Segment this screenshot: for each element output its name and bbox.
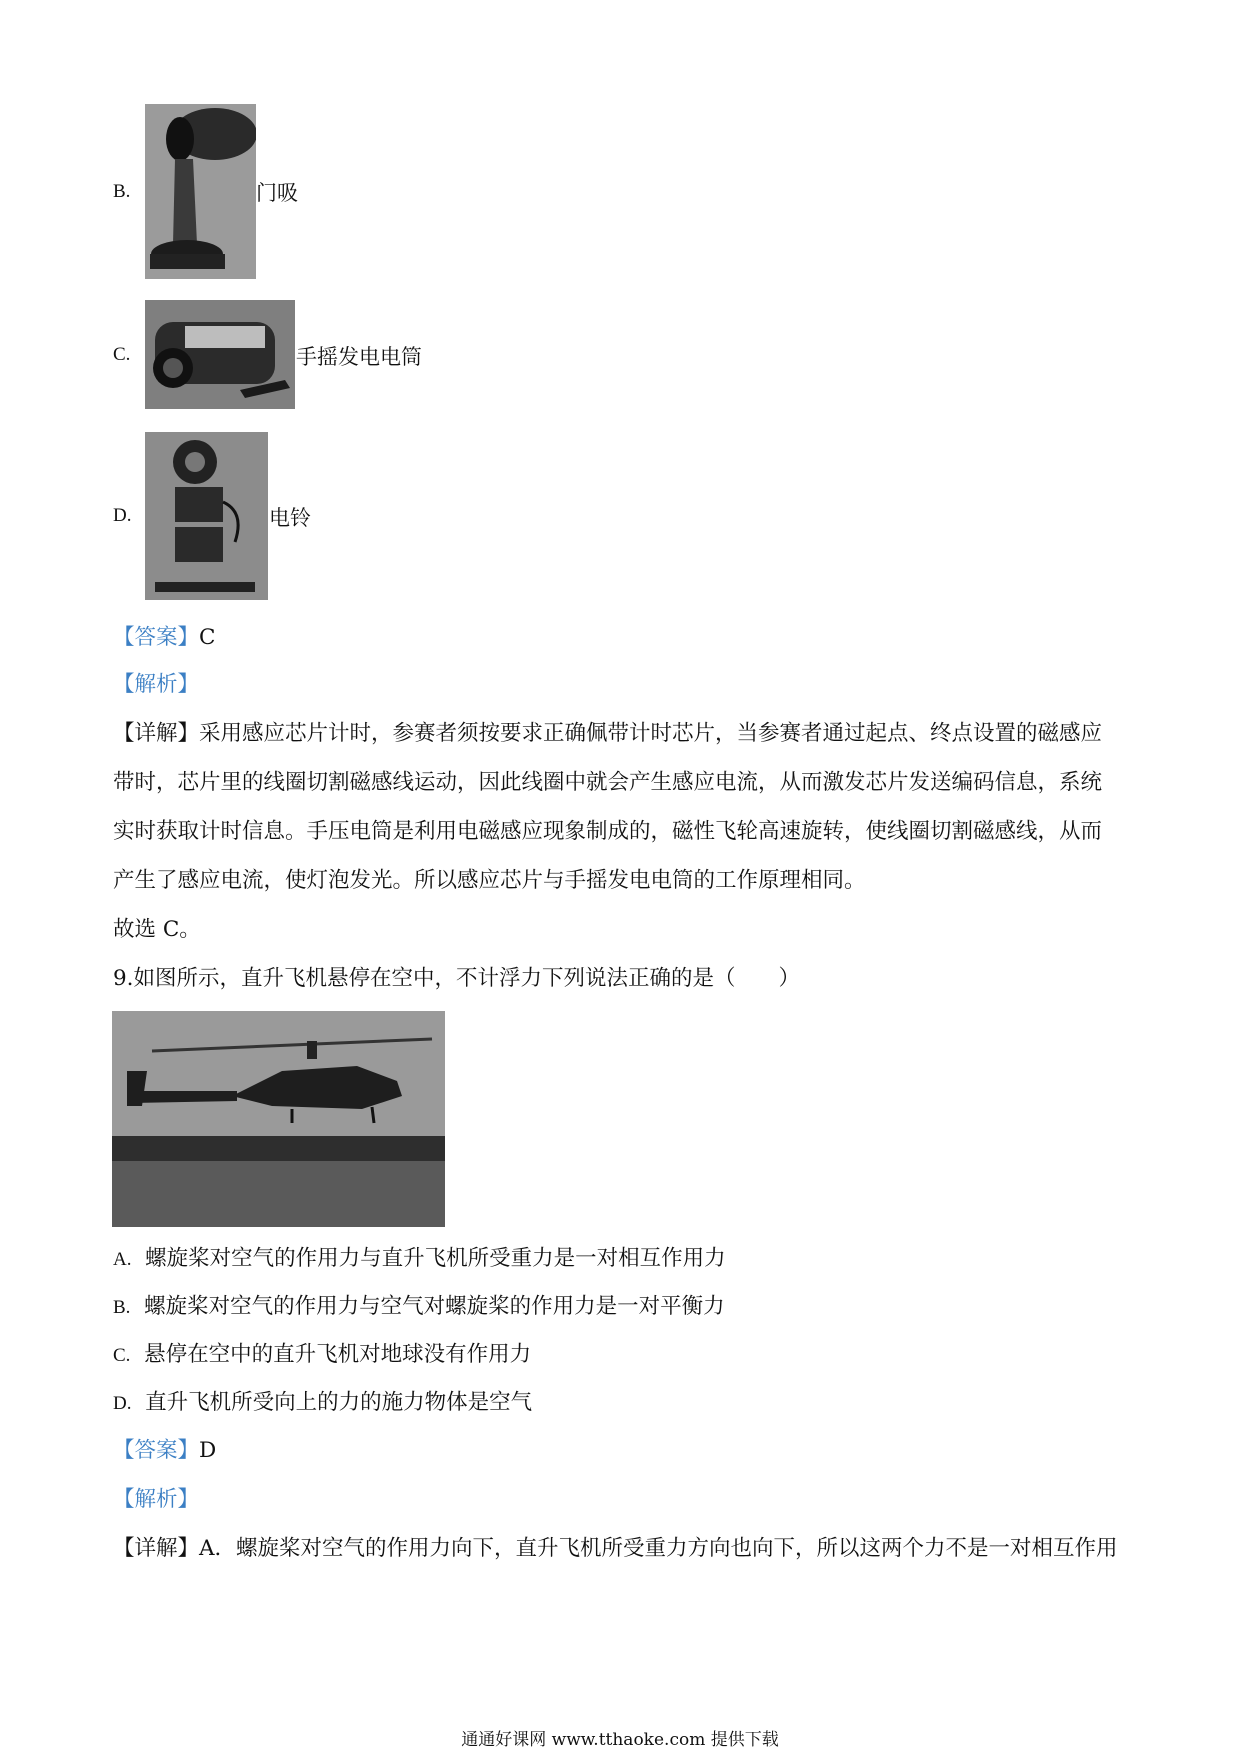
option-letter: B. [113,1297,131,1318]
q8-answer [113,623,215,653]
answer-tag: 【答案】 [113,1438,200,1463]
q9-option-d [113,1388,532,1419]
q8-detail-line-3: 实时获取计时信息。手压电筒是利用电磁感应现象制成的，磁性飞轮高速旋转，使线圈切割磁感线，从而 [113,819,1103,844]
option-d-label: D. [113,505,132,526]
option-b-caption: 门吸 [256,181,298,205]
option-text: 直升飞机所受向上的力的施力物体是空气 [145,1390,533,1415]
option-text: 螺旋桨对空气的作用力与直升飞机所受重力是一对相互作用力 [145,1246,726,1271]
q8-analysis-tag: 【解析】 [113,672,200,697]
detail-tag: 【详解】 [113,721,200,746]
answer-value: D [199,1438,217,1463]
q9-detail-line-1 [113,1534,1118,1564]
q8-detail-line-1 [113,719,1102,749]
option-c-label: C. [113,344,131,365]
option-text: 螺旋桨对空气的作用力与空气对螺旋桨的作用力是一对平衡力 [144,1294,725,1319]
q8-detail-line-2: 带时，芯片里的线圈切割磁感线运动，因此线圈中就会产生感应电流，从而激发芯片发送编码信息，系统 [113,770,1103,795]
detail-text: A．螺旋桨对空气的作用力向下，直升飞机所受重力方向也向下，所以这两个力不是一对相互作用 [199,1536,1118,1561]
helicopter-image [112,1011,445,1227]
q9-analysis-tag: 【解析】 [113,1487,200,1512]
q9-option-a [113,1244,726,1275]
answer-value: C [199,625,216,650]
q9-stem: 9.如图所示，直升飞机悬停在空中，不计浮力下列说法正确的是（ ） [113,966,801,991]
option-b-label: B. [113,181,131,202]
q9-answer [113,1436,216,1466]
option-letter: C. [113,1345,131,1366]
q9-option-c [113,1340,531,1371]
detail-tag: 【详解】 [113,1536,200,1561]
detail-text: 采用感应芯片计时，参赛者须按要求正确佩带计时芯片，当参赛者通过起点、终点设置的磁感应 [199,721,1103,746]
door-stopper-image [145,104,256,279]
q9-option-b [113,1292,725,1323]
electric-bell-image [145,432,268,600]
option-text: 悬停在空中的直升飞机对地球没有作用力 [144,1342,532,1367]
option-d-caption: 电铃 [269,506,311,530]
hand-crank-flashlight-image [145,300,295,409]
option-letter: D. [113,1393,132,1414]
option-letter: A. [113,1249,132,1270]
page-footer: 通通好课网 www.tthaoke.com 提供下载 [461,1730,779,1750]
answer-tag: 【答案】 [113,625,200,650]
option-c-caption: 手摇发电电筒 [296,345,422,369]
q8-detail-line-4: 产生了感应电流，使灯泡发光。所以感应芯片与手摇发电电筒的工作原理相同。 [113,868,866,893]
q8-conclusion: 故选 C。 [113,917,201,942]
